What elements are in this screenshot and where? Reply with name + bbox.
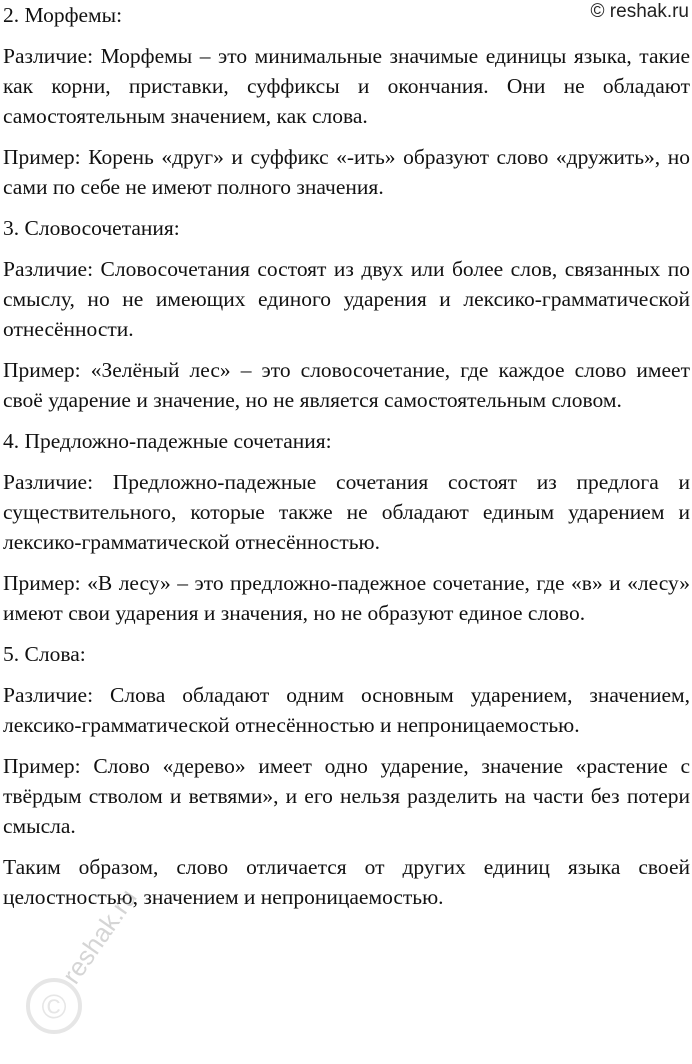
morphemes-difference-paragraph: Различие: Морфемы – это минимальные значимые единицы языка, такие как корни, приставки, суффиксы и окончания. Они не обладают самостоятельным значением, как слова. xyxy=(3,44,690,128)
watermark-text: reshak.ru xyxy=(56,883,143,990)
word-combinations-example-paragraph: Пример: «Зелёный лес» – это словосочетание, где каждое слово имеет своё ударение и значение, но не является самостоятельным словом. xyxy=(3,358,690,412)
section-heading-word-combinations: 3. Словосочетания: xyxy=(3,216,180,240)
prepositional-combinations-difference-paragraph: Различие: Предложно-падежные сочетания состоят из предлога и существительного, которые также не обладают единым ударением и лексико-грамматической отнесённостью. xyxy=(3,470,690,554)
morphemes-example-paragraph: Пример: Корень «друг» и суффикс «-ить» образуют слово «дружить», но сами по себе не имеют полного значения. xyxy=(3,145,690,199)
section-heading-morphemes: 2. Морфемы: xyxy=(3,3,123,27)
conclusion-paragraph: Таким образом, слово отличается от других единиц языка своей целостностью, значением и непроницаемостью. xyxy=(3,855,690,909)
section-heading-words: 5. Слова: xyxy=(3,642,86,666)
section-heading-prepositional-combinations: 4. Предложно-падежные сочетания: xyxy=(3,429,332,453)
prepositional-combinations-example-paragraph: Пример: «В лесу» – это предложно-падежное сочетание, где «в» и «лесу» имеют свои ударения и значения, но не образуют единое слово. xyxy=(3,571,690,625)
document-body xyxy=(3,0,690,912)
words-example-paragraph: Пример: Слово «дерево» имеет одно ударение, значение «растение с твёрдым стволом и ветвями», и его нельзя разделить на части без потери смысла. xyxy=(3,754,690,838)
words-difference-paragraph: Различие: Слова обладают одним основным ударением, значением, лексико-грамматической отнесённостью и непроницаемостью. xyxy=(3,683,690,737)
copyright-label: © reshak.ru xyxy=(590,1,689,22)
watermark-symbol: © xyxy=(41,988,67,1026)
word-combinations-difference-paragraph: Различие: Словосочетания состоят из двух или более слов, связанных по смыслу, но не имеющих единого ударения и лексико-грамматической отнесённости. xyxy=(3,257,690,341)
copyright-watermark-icon xyxy=(14,936,124,1046)
